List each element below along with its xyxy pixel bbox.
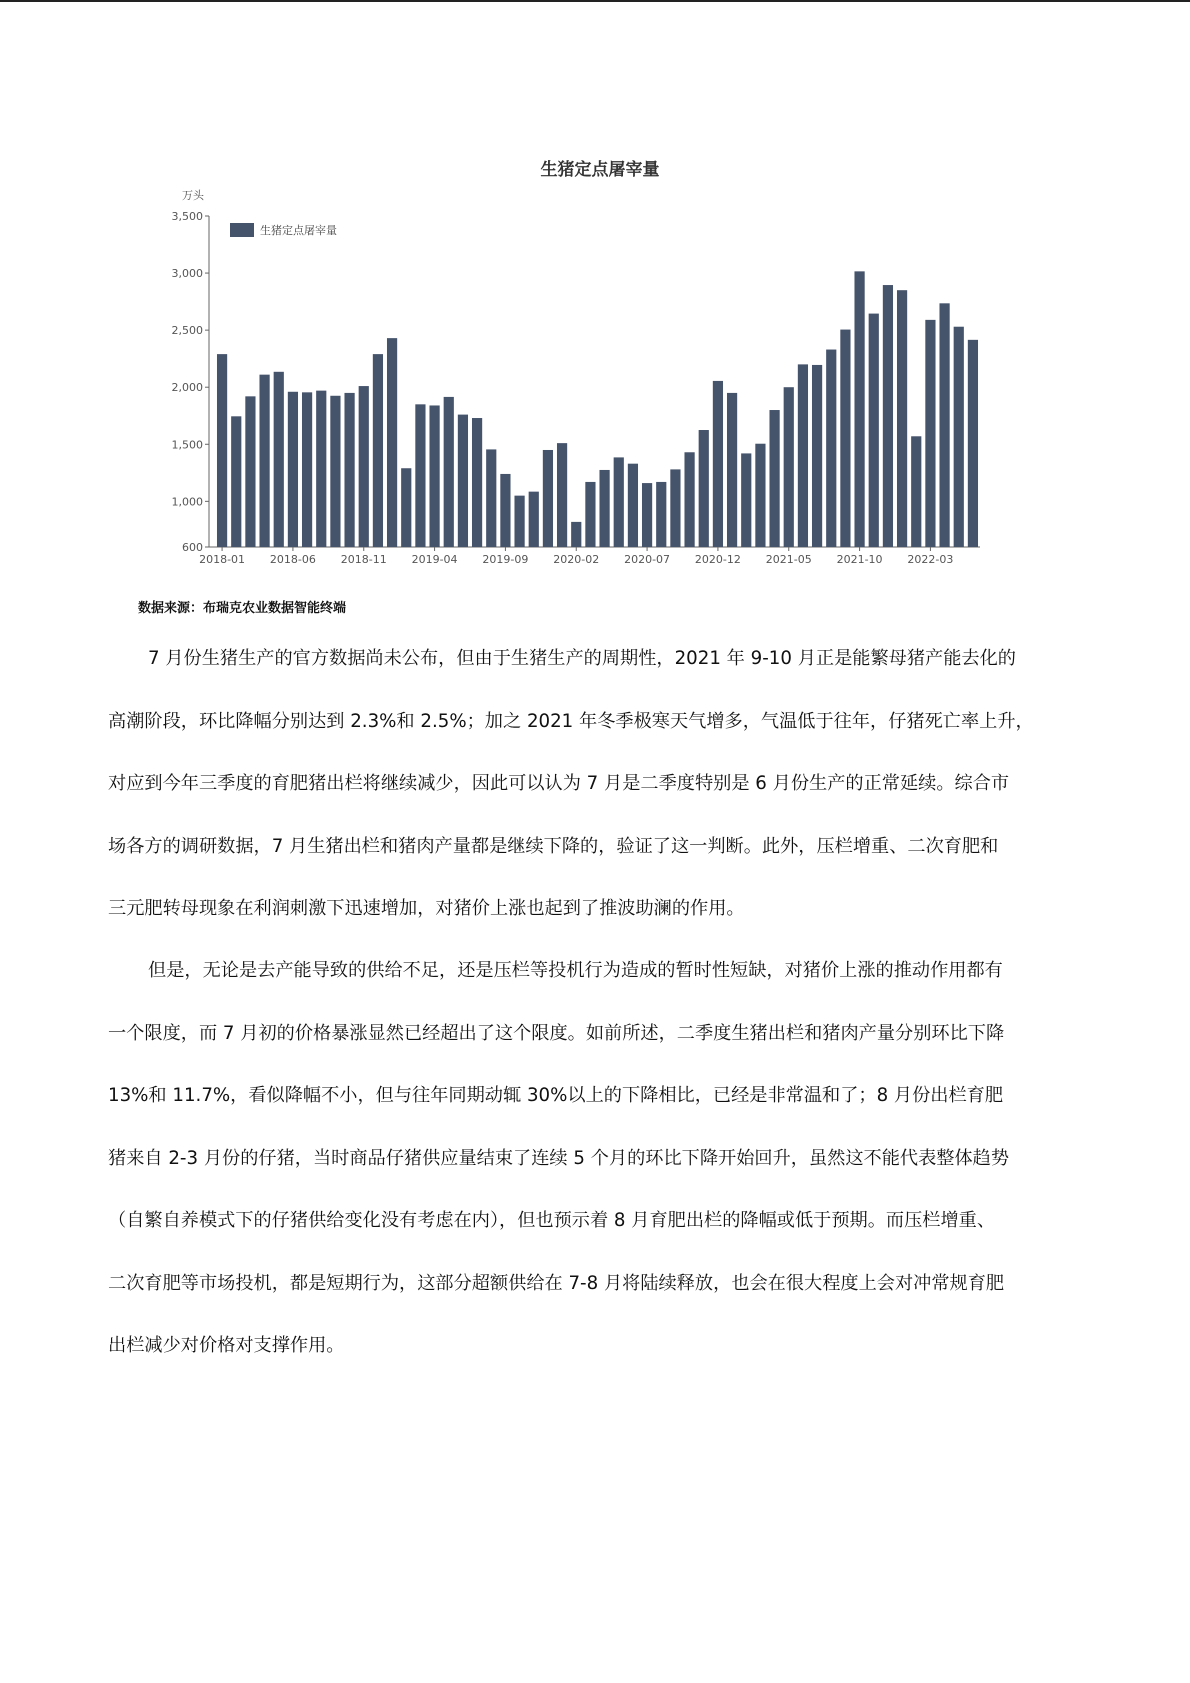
paragraph-line: 但是，无论是去产能导致的供给不足，还是压栏等投机行为造成的暂时性短缺，对猪价上涨的推动作用都有 xyxy=(148,960,1003,981)
y-tick-label: 600 xyxy=(182,541,203,554)
paragraph-line: 对应到今年三季度的育肥猪出栏将继续减少，因此可以认为 7 月是二季度特别是 6 月份生产的正常延续。综合市 xyxy=(108,773,1010,794)
bar-chart xyxy=(170,178,1000,578)
bar xyxy=(500,474,510,547)
bar xyxy=(755,444,765,547)
bar xyxy=(245,396,255,547)
bar xyxy=(415,404,425,547)
x-tick-label: 2019-04 xyxy=(411,553,458,566)
bar xyxy=(359,386,369,547)
legend-label: 生猪定点屠宰量 xyxy=(260,224,337,237)
x-tick-label: 2021-10 xyxy=(836,553,883,566)
bar xyxy=(387,338,397,547)
paragraph-line: 猪来自 2-3 月份的仔猪，当时商品仔猪供应量结束了连续 5 个月的环比下降开始回升，虽然这不能代表整体趋势 xyxy=(108,1147,1010,1169)
bar xyxy=(614,457,624,547)
bar xyxy=(472,418,482,547)
y-unit-label: 万头 xyxy=(182,189,204,202)
top-rule xyxy=(0,0,1190,2)
paragraph-line: 高潮阶段，环比降幅分别达到 2.3%和 2.5%；加之 2021 年冬季极寒天气增多，气温低于往年，仔猪死亡率上升， xyxy=(108,710,1034,732)
paragraph-line: 7 月份生猪生产的官方数据尚未公布，但由于生猪生产的周期性，2021 年 9-10 月正是能繁母猪产能去化的 xyxy=(148,648,1016,669)
bar xyxy=(557,443,567,547)
bar xyxy=(812,365,822,547)
bar xyxy=(642,483,652,547)
bar xyxy=(599,470,609,547)
y-tick-label: 2,000 xyxy=(171,381,203,395)
x-tick-label: 2020-07 xyxy=(624,553,671,566)
bar xyxy=(741,453,751,547)
x-tick-label: 2022-03 xyxy=(907,553,954,566)
bar xyxy=(444,397,454,547)
bar xyxy=(869,314,879,547)
bar xyxy=(968,340,978,547)
y-tick-label: 3,000 xyxy=(171,267,203,281)
bar xyxy=(373,354,383,547)
x-tick-label: 2020-12 xyxy=(694,553,741,566)
paragraph-line: 三元肥转母现象在利润刺激下迅速增加，对猪价上涨也起到了推波助澜的作用。 xyxy=(108,898,745,919)
y-tick-label: 1,500 xyxy=(171,438,203,452)
bar xyxy=(429,405,439,547)
paragraph-2 xyxy=(108,940,1084,1378)
bar xyxy=(514,496,524,547)
bar xyxy=(571,522,581,547)
bar xyxy=(713,381,723,547)
bar xyxy=(628,464,638,547)
bar xyxy=(954,327,964,547)
bar xyxy=(670,469,680,547)
bar xyxy=(458,415,468,547)
bar xyxy=(925,320,935,547)
bar xyxy=(939,303,949,547)
y-tick-label: 2,500 xyxy=(171,324,203,338)
paragraph-line: 一个限度，而 7 月初的价格暴涨显然已经超出了这个限度。如前所述，二季度生猪出栏和猪肉产量分别环比下降 xyxy=(108,1022,1005,1044)
x-tick-label: 2020-02 xyxy=(553,553,600,566)
y-tick-label: 3,500 xyxy=(171,210,203,223)
bar xyxy=(217,354,227,547)
bar xyxy=(302,392,312,547)
bar xyxy=(883,285,893,547)
bar xyxy=(911,436,921,547)
bar xyxy=(288,392,298,547)
paragraph-line: 出栏减少对价格对支撑作用。 xyxy=(108,1335,345,1356)
x-tick-label: 2021-05 xyxy=(765,553,812,566)
bar xyxy=(231,416,241,547)
x-tick-label: 2019-09 xyxy=(482,553,529,566)
x-tick-label: 2018-01 xyxy=(199,553,246,566)
x-tick-label: 2018-06 xyxy=(269,553,316,566)
y-tick-label: 1,000 xyxy=(171,495,203,509)
legend-swatch xyxy=(230,223,254,237)
bar xyxy=(486,449,496,547)
bar xyxy=(897,290,907,547)
paragraph-line: 场各方的调研数据，7 月生猪出栏和猪肉产量都是继续下降的，验证了这一判断。此外，压栏增重、二次育肥和 xyxy=(108,835,999,857)
bar xyxy=(330,396,340,547)
bar xyxy=(529,492,539,547)
x-tick-label: 2018-11 xyxy=(340,553,387,566)
bar xyxy=(543,450,553,547)
paragraph-1 xyxy=(108,628,1084,941)
bar xyxy=(401,468,411,547)
data-source-note: 数据来源：布瑞克农业数据智能终端 xyxy=(138,601,347,616)
bar xyxy=(727,393,737,547)
paragraph-line: 二次育肥等市场投机，都是短期行为，这部分超额供给在 7-8 月将陆续释放，也会在很大程度上会对冲常规育肥 xyxy=(108,1272,1005,1294)
paragraph-line: 13%和 11.7%，看似降幅不小，但与往年同期动辄 30%以上的下降相比，已经是非常温和了；8 月份出栏育肥 xyxy=(108,1085,1004,1106)
bar xyxy=(656,482,666,547)
bar xyxy=(316,391,326,547)
bar xyxy=(798,364,808,547)
bar xyxy=(259,375,269,547)
bar xyxy=(784,387,794,547)
bar xyxy=(840,330,850,547)
bar xyxy=(854,271,864,547)
bar xyxy=(585,482,595,547)
chart-title: 生猪定点屠宰量 xyxy=(540,160,660,180)
bar xyxy=(344,393,354,547)
bar xyxy=(274,372,284,547)
bar xyxy=(826,350,836,547)
bar xyxy=(684,452,694,547)
bar xyxy=(769,410,779,547)
paragraph-line: （自繁自养模式下的仔猪供给变化没有考虑在内），但也预示着 8 月育肥出栏的降幅或低于预期。而压栏增重、 xyxy=(108,1210,996,1231)
bar xyxy=(699,430,709,547)
